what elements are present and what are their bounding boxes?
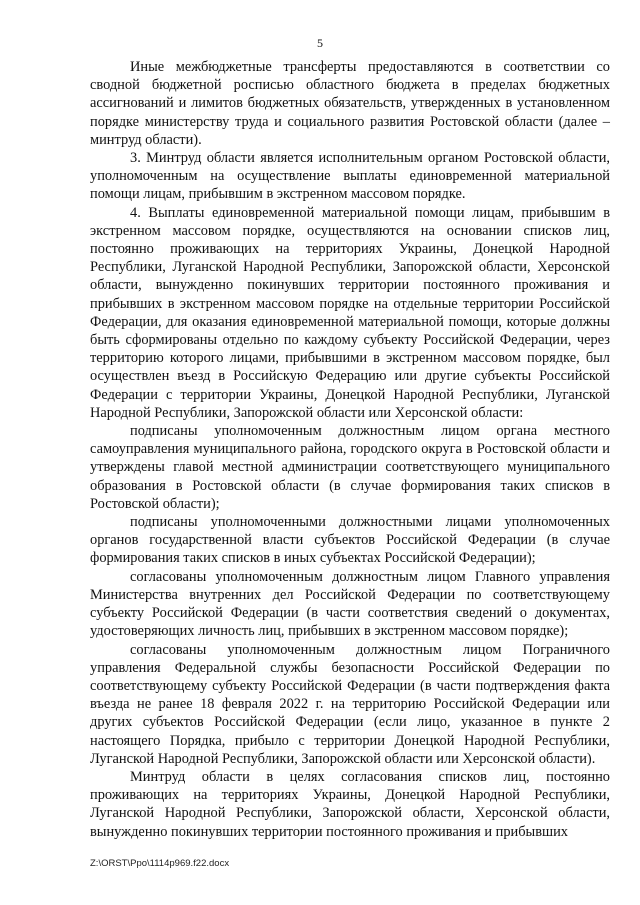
paragraph-agreed-mvd: согласованы уполномоченным должностным лицом Главного управления Министерства внутренних дел Российской Федерации по соответствующему субъекту Российской Федерации (в части соответствия сведений о документах, удостоверяющих личность лиц, прибывших в экстренном массовом порядке); [90, 568, 610, 640]
paragraph-transfers: Иные межбюджетные трансферты предоставляются в соответствии со сводной бюджетной росписью областного бюджета в пределах бюджетных ассигнований и лимитов бюджетных обязательств, утвержденных в установленном порядке министерству труда и социального развития Ростовской области (далее – минтруд области). [90, 59, 610, 148]
paragraph-item-4: 4. Выплаты единовременной материальной помощи лицам, прибывшим в экстренном массовом порядке, осуществляются на основании списков лиц, постоянно проживающих на территориях Украины, Донецкой Народной Республики, Луганской Народной Республики, Запорожской области, Херсонской области, вынужденно покинувших территории постоянного проживания и прибывших в экстренном массовом порядке на отдельные территории Российской Федерации, для оказания единовременной материальной помощи, которые должны быть сформированы отдельно по каждому субъекту Российской Федерации, через территорию которого лицами, прибывшими в экстренном массовом порядке, был осуществлен въезд в Российскую Федерацию или другие субъекты Российской Федерации с территории Украины, Донецкой Народной Республики, Луганской Народной Республики, Запорожской области или Херсонской области: [90, 204, 610, 421]
document-body [90, 58, 610, 841]
paragraph-agreed-fsb: согласованы уполномоченным должностным лицом Пограничного управления Федеральной службы безопасности Российской Федерации по соответствующему субъекту Российской Федерации (в части подтверждения факта въезда не ранее 18 февраля 2022 г. на территорию Российской Федерации или других субъектов Российской Федерации (если лицо, указанное в пункте 2 настоящего Порядка, прибыло с территории Донецкой Народной Республики, Луганской Народной Республики, Запорожской области или Херсонской области). [90, 641, 610, 767]
footer-file-path: Z:\ORST\Ppo\1114p969.f22.docx [90, 858, 230, 869]
paragraph-item-3: 3. Минтруд области является исполнительным органом Ростовской области, уполномоченным на осуществление выплаты единовременной материальной помощи лицам, прибывшим в экстренном массовом порядке. [90, 150, 610, 203]
paragraph-mintrud-agreement: Минтруд области в целях согласования списков лиц, постоянно проживающих на территориях Украины, Донецкой Народной Республики, Луганской Народной Республики, Запорожской области, Херсонской области, вынужденно покинувших территории постоянного проживания и прибывших [90, 768, 610, 840]
page-number: 5 [317, 36, 323, 50]
paragraph-signed-local: подписаны уполномоченным должностным лицом органа местного самоуправления муниципального района, городского округа в Ростовской области и утверждены главой местной администрации соответствующего муниципального образования в Ростовской области (в случае формирования таких списков в Ростовской области); [90, 423, 610, 512]
paragraph-signed-regional: подписаны уполномоченными должностными лицами уполномоченных органов государственной власти субъектов Российской Федерации (в случае формирования таких списков в иных субъектах Российской Федерации); [90, 514, 610, 567]
